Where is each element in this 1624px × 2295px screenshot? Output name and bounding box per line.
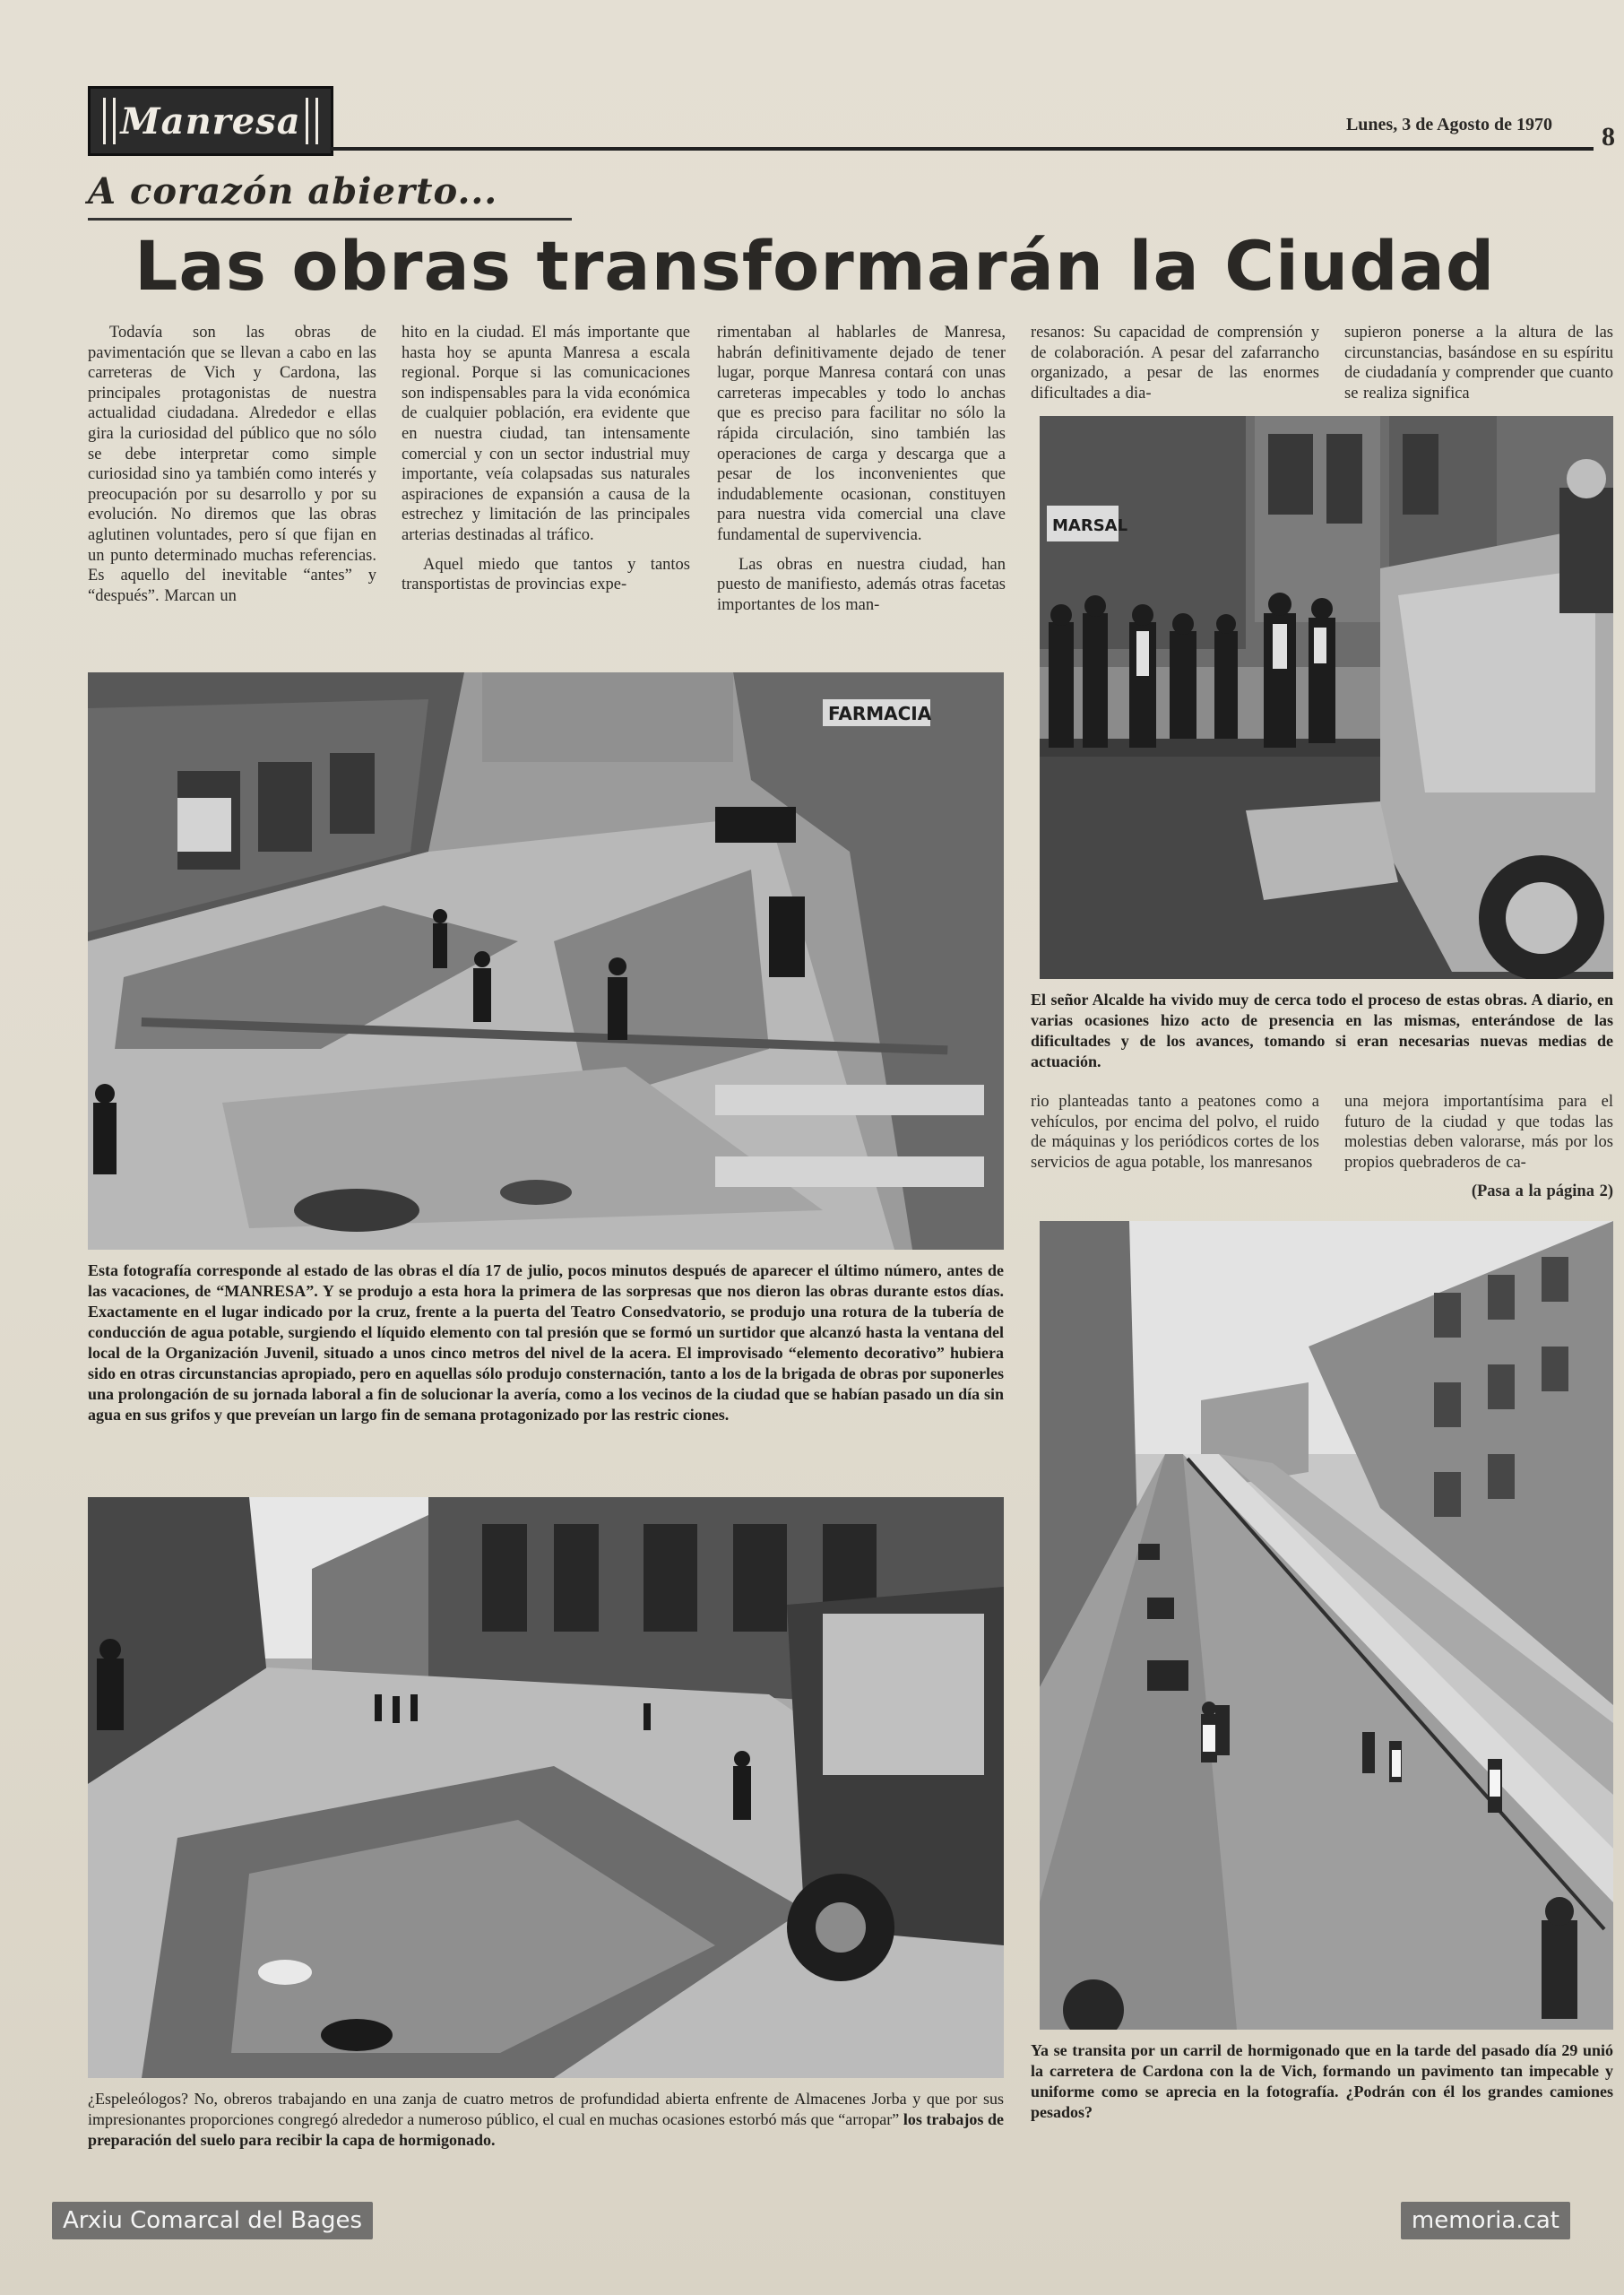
article-paragraph: una mejora importantísima para el futuro de la ciudad y que todas las molestias deben valorarse, más por los propios quebraderos de ca- xyxy=(1344,1093,1613,1172)
header-rule xyxy=(330,147,1594,151)
caption-17-julio: Esta fotografía corresponde al estado de las obras el día 17 de julio, pocos minutos después de aparecer el último número, antes de las vacaciones, de “MANRESA”. Y se produjo a esta hora la primera de las sorpresas que nos dieron las obras durante estos días. Exactamente en el lugar indicado por la cruz, frente a la puerta del Teatro Consedvatorio, se produjo una rotura de la tubería de conducción de agua potable, surgiendo el líquido elemento con tal presión que se formó un surtidor que alcanzó hasta la ventana del local de la Organización Juvenil, situado a unos cinco metros del nivel de la acera. El improvisado “elemento decorativo” hubiera sido en otras circunstancias apropiado, pero en aquellas sólo produjo consternación, tanto a los de la brigada de obras por suponerles una prolongación de su jornada laboral a fin de solucionar la avería, como a los vecinos de la ciudad que se habían pasado un día sin agua en sus grifos y que preveían un largo fin de semana protagonizado por las restric ciones. xyxy=(88,1261,1004,1424)
site-watermark: memoria.cat xyxy=(1401,2202,1570,2239)
issue-date: Lunes, 3 de Agosto de 1970 xyxy=(1345,115,1552,134)
caption-espeleologos-bold: los trabajos de preparación del suelo para recibir la capa de hormigonado. xyxy=(88,2110,1005,2149)
caption-alcalde: El señor Alcalde ha vivido muy de cerca todo el proceso de estas obras. A diario, en varias ocasiones hizo acto de presencia en las mismas, enterándose de las dificultades y de los avances, tomando si eran necesarias nuevas medias de actuación. xyxy=(1031,991,1613,1070)
article-paragraph: rimentaban al hablarles de Manresa, habrán definitivamente dejado de tener lugar, porque Manresa contará con unas carreteras impecables y todo lo anchas que es preciso para facilitar no sólo la rápida circulación, sino también las operaciones de carga y descarga que a pesar de los inconvenientes que indudablemente ocasionan, constituyen para nuestra vida comercial una clave fundamental de supervivencia. xyxy=(717,324,1006,544)
photo-obras-17-julio xyxy=(88,672,1004,1250)
masthead-ornament-icon xyxy=(103,98,116,144)
article-paragraph: rio planteadas tanto a peatones como a vehículos, por encima del polvo, el ruido de máquinas y los periódicos cortes de los servicios de agua potable, los manresanos xyxy=(1031,1093,1319,1172)
article-paragraph: hito en la ciudad. El más importante que hasta hoy se apunta Manresa a escala regional. Porque si las comunicaciones son indispensables para la vida económica de cualquier población, era evidente que en nuestra ciudad, tan intensamente comercial y con un sector industrial muy importante, veía colapsadas sus naturales aspiraciones de expansión a causa de la estrechez y limitación de las principales arterias destinadas al tráfico. xyxy=(402,324,690,544)
shop-sign-text: FARMACIA xyxy=(828,703,932,724)
article-column-3 xyxy=(717,323,1006,624)
masthead-logo xyxy=(88,86,333,156)
page-number: 8 xyxy=(1602,122,1615,152)
article-paragraph: Todavía son las obras de pavimentación que se llevan a cabo en las carreteras de Vich y Cardona, las principales protagonistas de nuestra actualidad ciudadana. Alrededor e ellas gira la curiosidad del público que no sólo se debe interpretar como simple curiosidad sino ya también como interés y preocupación por su desarrollo y por su evolución. No diremos que las obras aglutinen voluntades, pero sí que fijan en un punto determinado muchas referencias. Es aquello del inevitable “antes” y “después”. Marcan un xyxy=(88,324,376,605)
masthead-ornament-icon xyxy=(306,98,318,144)
article-paragraph: supieron ponerse a la altura de las circunstancias, basándose en su espíritu de ciudadanía y comprender que cuanto se realiza significa xyxy=(1344,324,1613,403)
continued-note: (Pasa a la página 2) xyxy=(1471,1182,1613,1201)
masthead-title: Manresa xyxy=(120,100,301,143)
article-column-6 xyxy=(1031,1092,1319,1182)
caption-carril: Ya se transita por un carril de hormigonado que en la tarde del pasado día 29 unió la carretera de Cardona con la de Vich, formando un pavimento tan impecable y uniforme como se aprecia en la fotografía. ¿Podrán con él los grandes camiones pesados? xyxy=(1031,2041,1613,2121)
article-paragraph: Aquel miedo que tantos y tantos transportistas de provincias expe- xyxy=(402,555,690,594)
caption-espeleologos xyxy=(88,2089,1004,2151)
photo-carril-hormigonado xyxy=(1040,1221,1613,2030)
photo-alcalde xyxy=(1040,416,1613,979)
article-headline: Las obras transformarán la Ciudad xyxy=(134,226,1496,306)
article-column-2 xyxy=(402,323,690,604)
article-paragraph: resanos: Su capacidad de comprensión y de colaboración. A pesar del zafarrancho organizado, a pesar de las enormes dificultades a dia- xyxy=(1031,324,1319,403)
article-column-4 xyxy=(1031,323,1319,412)
archive-watermark: Arxiu Comarcal del Bages xyxy=(52,2202,373,2239)
article-paragraph: Las obras en nuestra ciudad, han puesto de manifiesto, además otras facetas importantes de los man- xyxy=(717,555,1006,614)
article-kicker: A corazón abierto... xyxy=(88,170,572,221)
caption-espeleologos-text: ¿Espeleólogos? No, obreros trabajando en una zanja de cuatro metros de profundidad abierta enfrente de Almacenes Jorba y que por sus impresionantes proporciones congregó alrededor a numeroso público, el cual en muchas ocasiones estorbó más que “arropar” xyxy=(88,2090,1004,2128)
photo-zanja-jorba xyxy=(88,1497,1004,2078)
article-column-5 xyxy=(1344,323,1613,412)
shop-sign-text: MARSAL xyxy=(1052,516,1128,535)
article-column-1 xyxy=(88,323,376,615)
article-column-7 xyxy=(1344,1092,1613,1211)
